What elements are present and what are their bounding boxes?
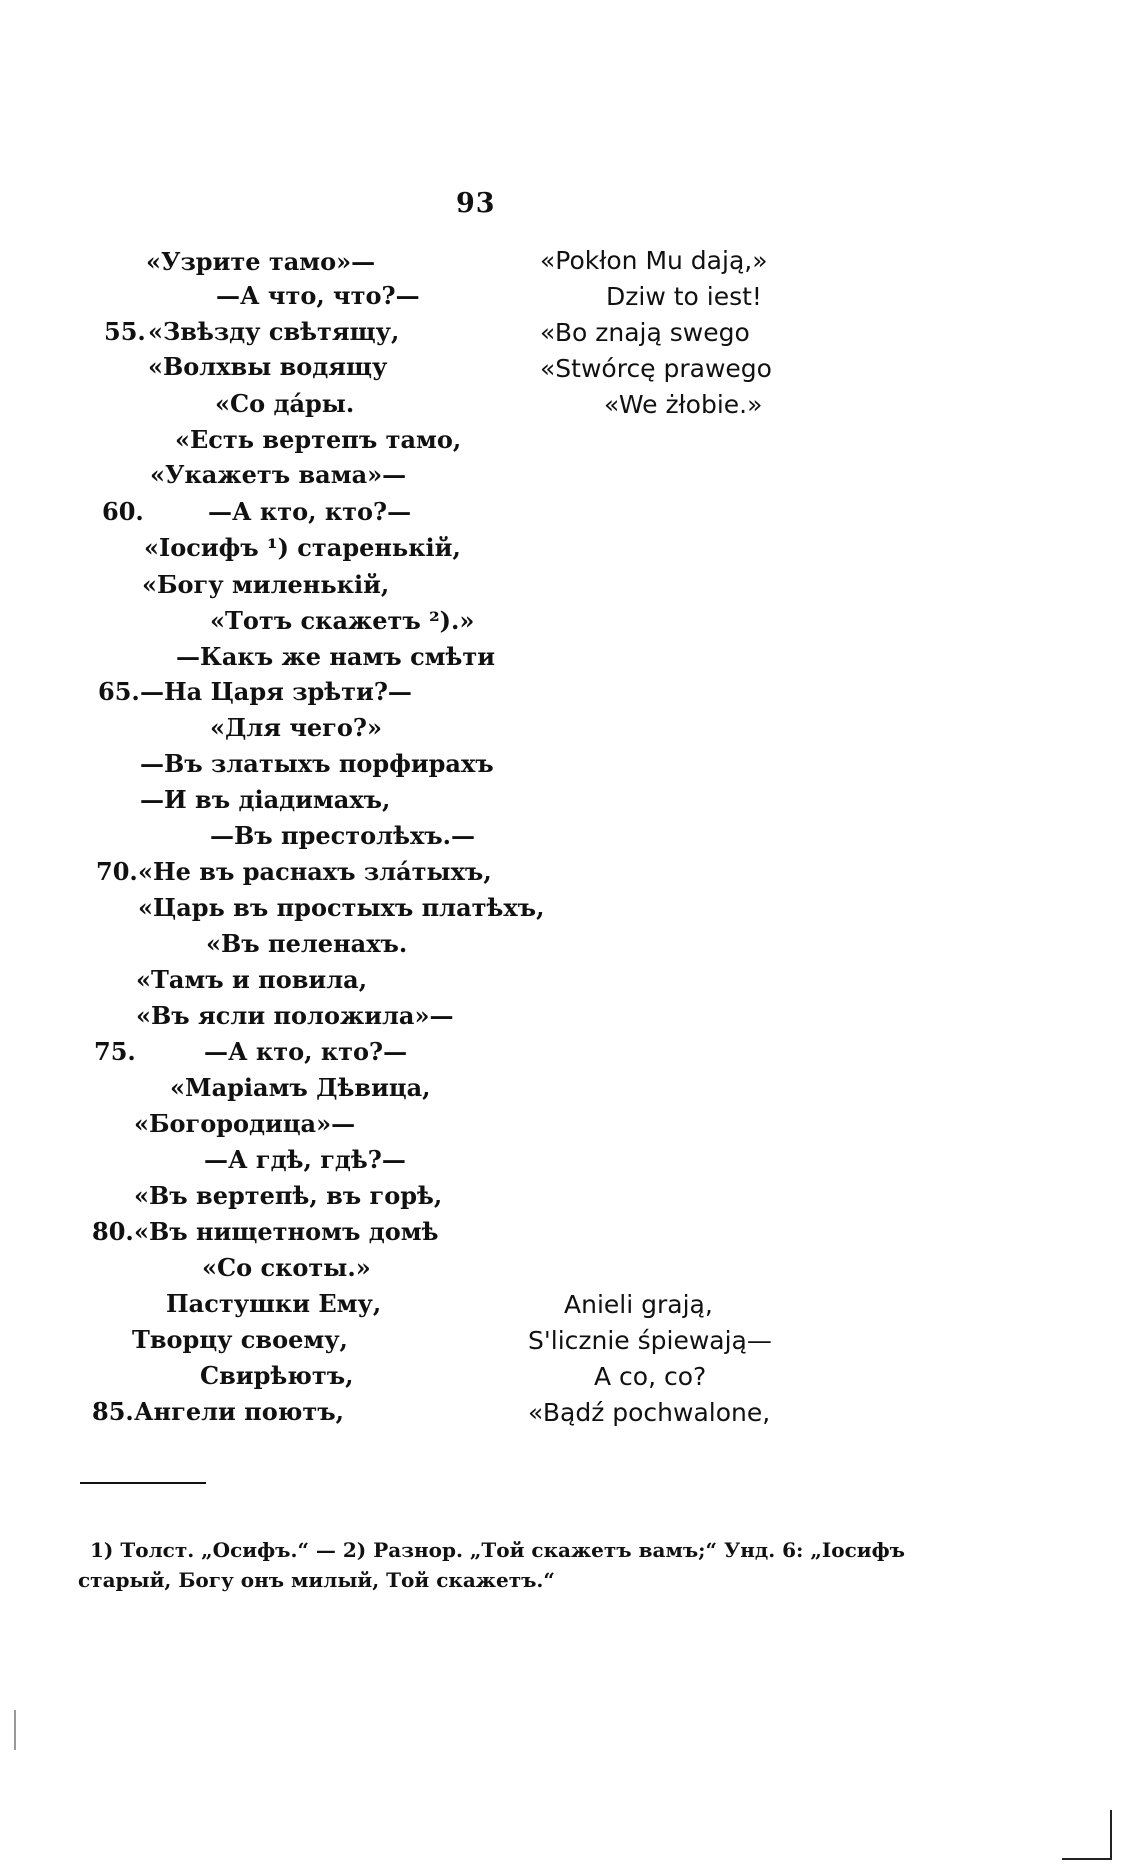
verse-line: —Въ престолѣхъ.— xyxy=(210,821,476,850)
verse-line: «Есть вертепъ тамо, xyxy=(175,425,462,454)
verse-line: «Въ пеленахъ. xyxy=(206,929,408,958)
scan-mark xyxy=(14,1710,16,1750)
line-number: 55. xyxy=(104,317,146,346)
verse-line: «Въ нищетномъ домѣ xyxy=(134,1217,439,1246)
verse-line: «Узрите тамо»— xyxy=(146,247,376,276)
verse-line: «Укажетъ вама»— xyxy=(150,460,407,489)
footnote-line: старый, Богу онъ милый, Той скажетъ.“ xyxy=(78,1568,555,1592)
line-number: 85. xyxy=(92,1397,134,1426)
polish-line: Dziw to iest! xyxy=(606,282,762,311)
verse-line: —А гдѣ, гдѣ?— xyxy=(204,1145,406,1174)
verse-line: «Со скоты.» xyxy=(202,1253,371,1282)
line-number: 80. xyxy=(92,1217,134,1246)
verse-line: —На Царя зрѣти?— xyxy=(140,677,412,706)
footnote-rule xyxy=(80,1482,206,1484)
verse-line: «Тотъ скажетъ ²).» xyxy=(210,606,475,635)
line-number: 60. xyxy=(102,497,144,526)
verse-line: Пастушки Ему, xyxy=(166,1289,382,1318)
polish-line: «Bądź pochwalone, xyxy=(528,1398,771,1427)
polish-line: «Pokłon Mu dają,» xyxy=(540,246,768,275)
verse-line: «Царь въ простыхъ платѣхъ, xyxy=(138,893,545,922)
verse-line: «Со да́ры. xyxy=(215,389,355,418)
verse-line: «Маріамъ Дѣвица, xyxy=(170,1073,431,1102)
verse-line: «Въ ясли положила»— xyxy=(136,1001,454,1030)
verse-line: «Не въ раснахъ зла́тыхъ, xyxy=(138,857,492,886)
polish-line: A co, co? xyxy=(594,1362,707,1391)
verse-line: —А что, что?— xyxy=(216,281,420,310)
verse-line: —А кто, кто?— xyxy=(204,1037,408,1066)
verse-line: «Волхвы водящу xyxy=(148,352,388,381)
verse-line: «Звѣзду свѣтящу, xyxy=(148,317,400,346)
page-number: 93 xyxy=(456,188,496,219)
verse-line: Творцу своему, xyxy=(132,1325,348,1354)
verse-line: —Какъ же намъ смѣти xyxy=(176,642,496,671)
verse-line: «Въ вертепѣ, въ горѣ, xyxy=(134,1181,443,1210)
verse-line: —Въ златыхъ порфирахъ xyxy=(140,749,494,778)
verse-line: «Богу миленькій, xyxy=(142,570,390,599)
footnote-line: 1) Толст. „Осифъ.“ — 2) Разнор. „Той скажетъ вамъ;“ Унд. 6: „Iосифъ xyxy=(90,1538,905,1562)
verse-line: «Iосифъ ¹) старенькій, xyxy=(144,533,461,562)
line-number: 65. xyxy=(98,677,140,706)
verse-line: Ангели поютъ, xyxy=(134,1397,344,1426)
verse-line: Свирѣютъ, xyxy=(200,1361,354,1390)
line-number: 75. xyxy=(94,1037,136,1066)
polish-line: «Stwórcę prawego xyxy=(540,354,772,383)
scan-mark xyxy=(1062,1858,1112,1860)
polish-line: «We żłobie.» xyxy=(604,390,763,419)
polish-line: Anieli grają, xyxy=(564,1290,713,1319)
polish-line: S'licznie śpiewają— xyxy=(528,1326,772,1355)
polish-line: «Bo znają swego xyxy=(540,318,750,347)
scan-mark xyxy=(1110,1810,1112,1860)
verse-line: —И въ діадимахъ, xyxy=(140,785,391,814)
line-number: 70. xyxy=(96,857,138,886)
verse-line: «Для чего?» xyxy=(210,713,382,742)
verse-line: «Богородица»— xyxy=(134,1109,356,1138)
verse-line: «Тамъ и повила, xyxy=(136,965,368,994)
verse-line: —А кто, кто?— xyxy=(208,497,412,526)
